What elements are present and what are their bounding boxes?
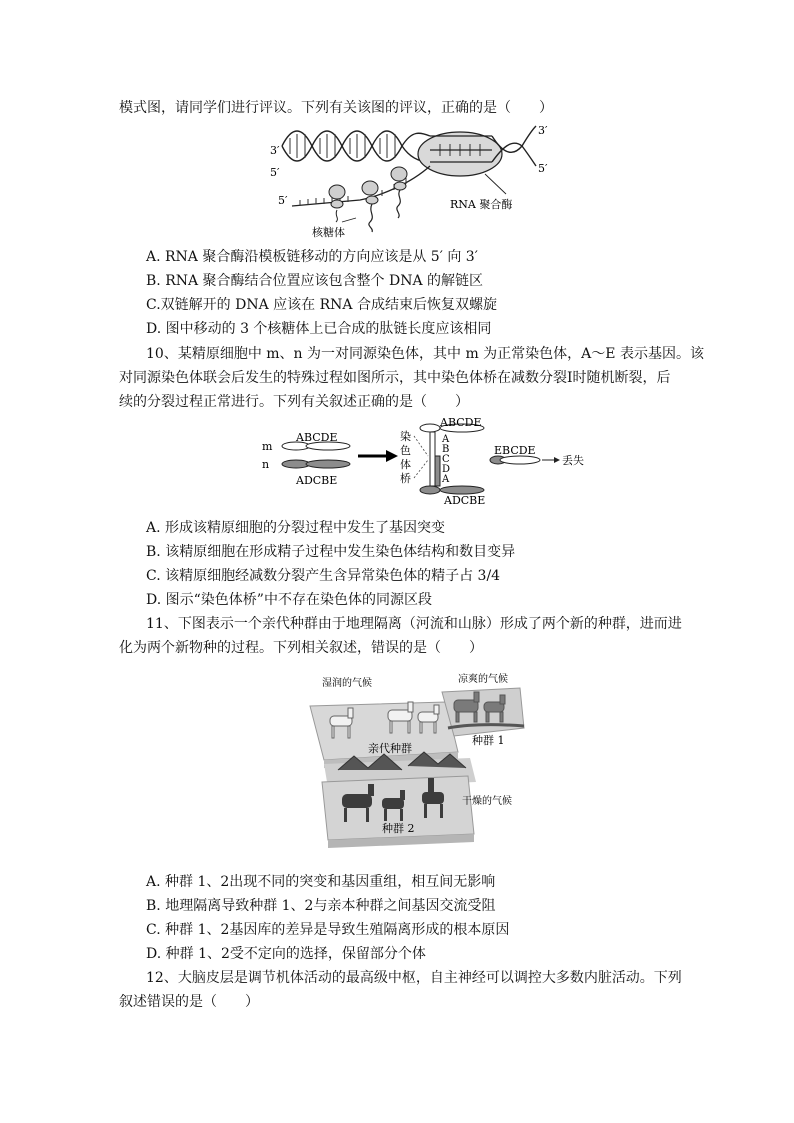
label-5prime-left: 5′ — [270, 166, 280, 179]
label-population-1: 种群 1 — [472, 734, 505, 747]
q11-stem-line2: 化为两个新物种的过程。下列相关叙述，错误的是（ ） — [119, 640, 483, 656]
label-lost: 丢失 — [562, 454, 584, 467]
bridge-gene-5: A — [442, 474, 450, 485]
n-genes: ADCBE — [296, 474, 338, 487]
q10-stem-line2: 对同源染色体联会后发生的特殊过程如图所示，其中染色体桥在减数分裂Ⅰ时随机断裂，后 — [119, 370, 671, 386]
label-5prime-mrna: 5′ — [278, 194, 288, 207]
q10-stem-line3: 续的分裂过程正常进行。下列有关叙述正确的是（ ） — [119, 394, 469, 410]
q9-stem: 模式图，请同学们进行评议。下列有关该图的评议，正确的是（ ） — [119, 100, 553, 116]
q11-option-c: C. 种群 1、2基因库的差异是导致生殖隔离形成的根本原因 — [146, 922, 510, 938]
label-m: m — [262, 440, 273, 453]
q10-option-b: B. 该精原细胞在形成精子过程中发生染色体结构和数目变异 — [146, 544, 516, 560]
q10-option-d: D. 图示“染色体桥”中不存在染色体的同源区段 — [146, 592, 432, 608]
bridge-char-2: 色 — [400, 444, 411, 457]
q9-option-d: D. 图中移动的 3 个核糖体上已合成的肽链长度应该相同 — [146, 321, 492, 337]
q9-option-b: B. RNA 聚合酶结合位置应该包含整个 DNA 的解链区 — [146, 273, 484, 289]
bridge-gene-1: A — [442, 434, 450, 445]
q10-option-a: A. 形成该精原细胞的分裂过程中发生了基因突变 — [146, 520, 446, 536]
top-genes: ABCDE — [440, 416, 482, 429]
q11-option-d: D. 种群 1、2受不定向的选择，保留部分个体 — [146, 946, 426, 962]
q9-option-a: A. RNA 聚合酶沿模板链移动的方向应该是从 5′ 向 3′ — [146, 249, 478, 265]
q12-stem-line1: 12、大脑皮层是调节机体活动的最高级中枢，自主神经可以调控大多数内脏活动。下列 — [146, 970, 682, 986]
label-3prime-left: 3′ — [270, 144, 280, 157]
label-humid-climate: 湿润的气候 — [322, 678, 372, 689]
label-cool-climate: 凉爽的气候 — [458, 674, 508, 685]
label-5prime-right: 5′ — [538, 162, 548, 175]
q11-option-b: B. 地理隔离导致种群 1、2与亲本种群之间基因交流受阻 — [146, 898, 496, 914]
q12-stem-line2: 叙述错误的是（ ） — [119, 994, 259, 1010]
m-genes: ABCDE — [296, 431, 338, 444]
label-3prime-right: 3′ — [538, 124, 548, 137]
q10-option-c: C. 该精原细胞经减数分裂产生含异常染色体的精子占 3/4 — [146, 568, 501, 584]
q11-stem-line1: 11、下图表示一个亲代种群由于地理隔离（河流和山脉）形成了两个新的种群，进而进 — [146, 616, 682, 632]
q9-option-c: C.双链解开的 DNA 应该在 RNA 合成结束后恢复双螺旋 — [146, 297, 497, 313]
bridge-char-1: 染 — [400, 430, 411, 443]
q11-option-a: A. 种群 1、2出现不同的突变和基因重组，相互间无影响 — [146, 874, 496, 890]
chromosome-bridge-figure — [258, 416, 584, 508]
label-rna-polymerase: RNA 聚合酶 — [450, 198, 513, 211]
bridge-char-3: 体 — [400, 458, 411, 471]
fragment-genes: EBCDE — [494, 444, 536, 457]
label-population-2: 种群 2 — [382, 822, 415, 835]
q10-stem-line1: 10、某精原细胞中 m、n 为一对同源染色体，其中 m 为正常染色体，A～E 表示基因。该 — [146, 346, 704, 362]
label-n: n — [262, 458, 270, 471]
bridge-char-4: 桥 — [400, 472, 411, 485]
label-dry-climate: 干燥的气候 — [462, 796, 512, 807]
label-parent-population: 亲代种群 — [368, 742, 412, 755]
bridge-gene-3: C — [442, 454, 450, 465]
transcription-figure — [270, 122, 560, 240]
bottom-genes: ADCBE — [444, 494, 486, 507]
label-ribosome: 核糖体 — [312, 226, 345, 239]
speciation-figure — [298, 664, 538, 850]
bridge-gene-2: B — [442, 444, 450, 455]
bridge-gene-4: D — [442, 464, 451, 475]
